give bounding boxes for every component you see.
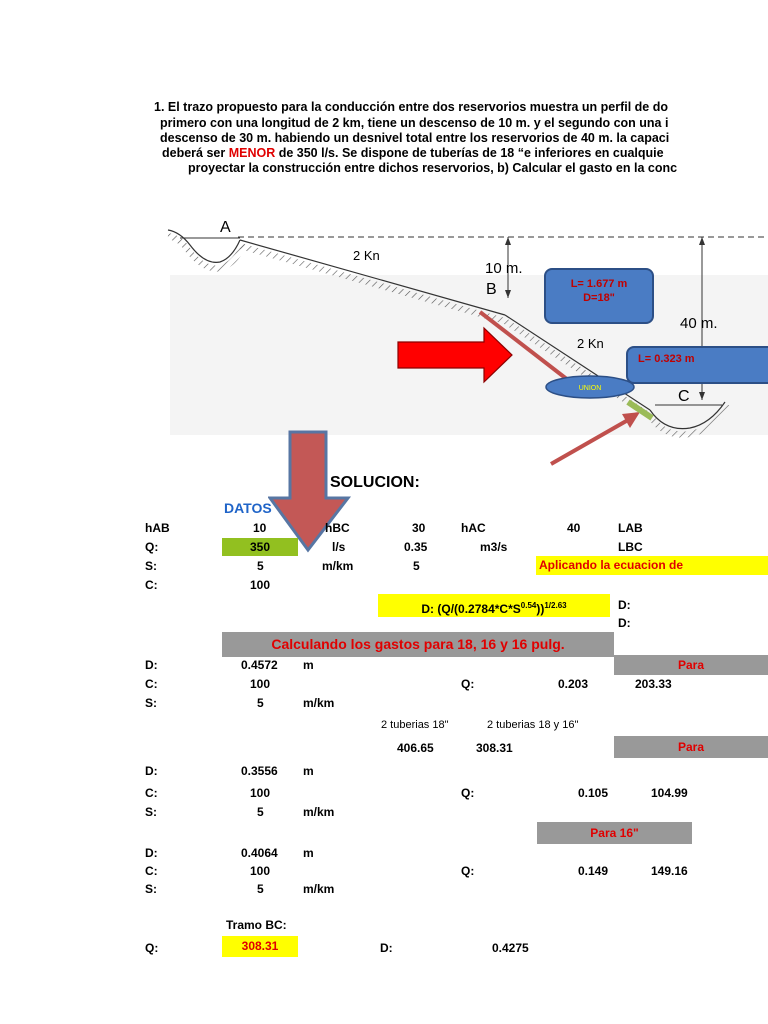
q-unit: l/s	[332, 540, 346, 554]
c-value: 100	[250, 578, 271, 592]
s-label: S:	[145, 559, 157, 573]
q18-value: 0.203	[558, 677, 589, 691]
hbc-value: 30	[412, 521, 426, 535]
problem-line-4-start: deberá ser	[162, 146, 229, 160]
c14-label: C:	[145, 786, 158, 800]
value-18-16: 308.31	[476, 741, 513, 755]
solucion-title: SOLUCION:	[330, 474, 420, 491]
dim-10m-arrow-top	[505, 237, 511, 245]
value-2x18: 406.65	[397, 741, 434, 755]
problem-line-4-end: de 350 l/s. Se dispone de tuberías de 18 “e inferiores en cualquie	[275, 146, 664, 160]
tramo-q-value: 308.31	[222, 936, 298, 957]
tramo-q-label: Q:	[145, 941, 159, 955]
q-label: Q:	[145, 540, 159, 554]
c14-value: 100	[250, 786, 271, 800]
header-2x18: 2 tuberias 18"	[381, 719, 449, 731]
q-value-m3: 0.35	[404, 540, 428, 554]
hab-label: hAB	[145, 521, 170, 535]
label-length-ab: 2 Kn	[353, 248, 380, 263]
s14-label: S:	[145, 805, 157, 819]
d14-label: D:	[145, 764, 158, 778]
s-value: 5	[257, 559, 264, 573]
hab-value: 10	[253, 521, 267, 535]
down-arrow-icon	[268, 430, 352, 554]
dim-40m-arrow-top	[699, 237, 705, 245]
problem-line-3: descenso de 30 m. habiendo un desnivel total entre los reservorios de 40 m. la capaci	[160, 131, 670, 145]
label-a: A	[220, 219, 231, 236]
s-unit: m/km	[322, 559, 354, 573]
label-length-bc: 2 Kn	[577, 336, 604, 351]
formula-part-2: ))	[536, 602, 545, 616]
d16-label: D:	[145, 846, 158, 860]
formula-part-1: D: (Q/(0.2784*C*S	[421, 602, 521, 616]
formula-exponent-2: 1/2.63	[544, 601, 567, 610]
problem-line-1: 1. El trazo propuesto para la conducción entre dos reservorios muestra un perfil de do	[154, 100, 669, 114]
formula-exponent-1: 0.54	[520, 601, 537, 610]
para-bar-14: Para	[614, 736, 768, 758]
problem-line-5: proyectar la construcción entre dichos reservorios, b) Calcular el gasto en la conc	[188, 161, 678, 175]
hac-value: 40	[567, 521, 581, 535]
para-bar-16: Para 16"	[537, 822, 692, 844]
gastos-title-bar: Calculando los gastos para 18, 16 y 16 pulg.	[222, 632, 614, 657]
d16-unit: m	[303, 846, 314, 860]
d14-unit: m	[303, 764, 314, 778]
pipe-ab-length: L= 1.677 m	[570, 278, 628, 290]
pipeline-profile-diagram	[0, 200, 768, 480]
s-value-2: 5	[413, 559, 420, 573]
para-bar-18: Para	[614, 655, 768, 675]
q16-ls: 149.16	[651, 864, 688, 878]
q14-ls: 104.99	[651, 786, 688, 800]
c-label: C:	[145, 578, 158, 592]
label-b: B	[486, 281, 497, 298]
datos-title: DATOS	[224, 500, 272, 516]
pipe-ab-diameter: D=18"	[583, 292, 615, 304]
q18-ls: 203.33	[635, 677, 672, 691]
q14-value: 0.105	[578, 786, 609, 800]
d18-value: 0.4572	[241, 658, 278, 672]
d18-label: D:	[145, 658, 158, 672]
q16-value: 0.149	[578, 864, 609, 878]
problem-line-2: primero con una longitud de 2 km, tiene un descenso de 10 m. y el segundo con una i	[160, 116, 669, 130]
label-drop-40m: 40 m.	[680, 315, 718, 332]
s16-unit: m/km	[303, 882, 335, 896]
lbc-label: LBC	[618, 540, 643, 554]
c18-label: C:	[145, 677, 158, 691]
c16-value: 100	[250, 864, 271, 878]
union-label: UNION	[578, 385, 602, 392]
tramo-d-value: 0.4275	[492, 941, 529, 955]
tramo-d-label: D:	[380, 941, 393, 955]
s16-label: S:	[145, 882, 157, 896]
hac-label: hAC	[461, 521, 486, 535]
ecuacion-note: Aplicando la ecuacion de	[536, 556, 768, 575]
tramo-bc-title: Tramo BC:	[226, 918, 287, 932]
d-label-1: D:	[618, 598, 631, 612]
s16-value: 5	[257, 882, 264, 896]
hbc-label: hBC	[325, 521, 350, 535]
d-label-2: D:	[618, 616, 631, 630]
pipe-bc-info-box	[626, 346, 768, 384]
pipe-bc-length: L= 0.323 m	[638, 353, 695, 365]
menor-word: MENOR	[228, 146, 276, 160]
pipe-ab-info-box	[544, 268, 654, 324]
d14-value: 0.3556	[241, 764, 278, 778]
label-c: C	[678, 388, 690, 405]
q-value: 350	[222, 538, 298, 556]
lab-label: LAB	[618, 521, 643, 535]
q16-label: Q:	[461, 864, 475, 878]
s14-unit: m/km	[303, 805, 335, 819]
s18-label: S:	[145, 696, 157, 710]
s14-value: 5	[257, 805, 264, 819]
q-unit-m3: m3/s	[480, 540, 508, 554]
s18-unit: m/km	[303, 696, 335, 710]
problem-line-4	[162, 146, 664, 162]
q18-label: Q:	[461, 677, 475, 691]
s18-value: 5	[257, 696, 264, 710]
label-drop-10m: 10 m.	[485, 260, 523, 277]
formula-box	[378, 594, 610, 617]
c18-value: 100	[250, 677, 271, 691]
d16-value: 0.4064	[241, 846, 278, 860]
c16-label: C:	[145, 864, 158, 878]
q14-label: Q:	[461, 786, 475, 800]
d18-unit: m	[303, 658, 314, 672]
header-18-16: 2 tuberias 18 y 16"	[487, 719, 579, 731]
